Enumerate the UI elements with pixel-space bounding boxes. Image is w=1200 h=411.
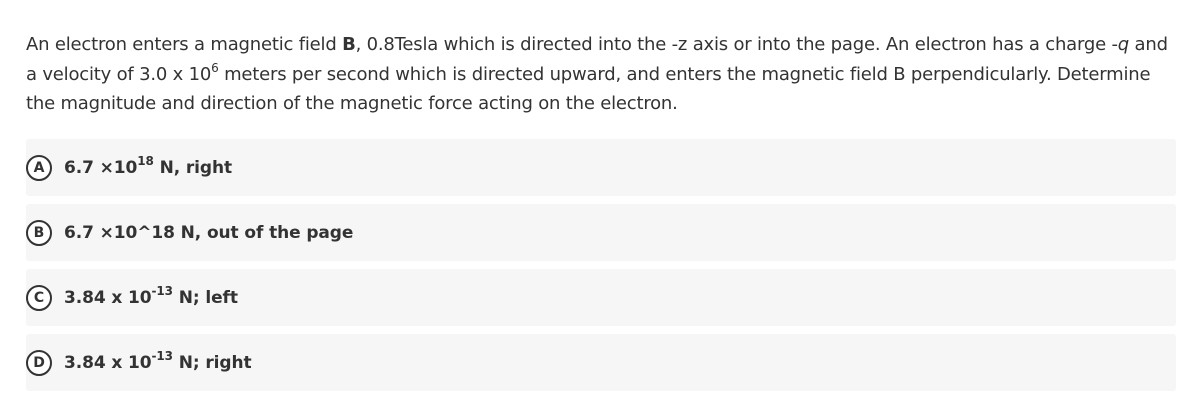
field-symbol-b: B bbox=[342, 34, 356, 55]
option-b-label bbox=[64, 223, 353, 243]
option-b-text-pre: 6.7 ×10^18 N, out of the page bbox=[64, 222, 354, 243]
option-c-letter-badge: C bbox=[26, 285, 52, 311]
option-d-exponent: -13 bbox=[151, 348, 173, 363]
option-a-label bbox=[64, 153, 232, 178]
option-d[interactable] bbox=[26, 334, 1176, 391]
option-c-text-pre: 3.84 x 10 bbox=[64, 287, 152, 308]
option-c-text-post: N; left bbox=[172, 287, 238, 308]
option-c[interactable] bbox=[26, 269, 1176, 326]
question-part-3: and a velocity of 3.0 x 10 bbox=[26, 34, 1168, 85]
option-d-text-post: N; right bbox=[172, 352, 252, 373]
option-a-text-pre: 6.7 ×10 bbox=[64, 157, 138, 178]
answer-options bbox=[26, 139, 1176, 399]
option-c-exponent: -13 bbox=[151, 283, 173, 298]
option-b-letter-badge: B bbox=[26, 220, 52, 246]
option-a[interactable] bbox=[26, 139, 1176, 196]
question-part-2: , 0.8Tesla which is directed into the -z axis or into the page. An electron has a charge - bbox=[355, 34, 1118, 55]
option-c-label bbox=[64, 283, 238, 308]
question-part-4: meters per second which is directed upward, and enters the magnetic field B perpendicularly. Determine the magnitude and direction of the magnetic force acting on the electron. bbox=[26, 63, 1151, 114]
option-a-text-post: N, right bbox=[153, 157, 232, 178]
question-text bbox=[26, 30, 1176, 119]
option-b[interactable] bbox=[26, 204, 1176, 261]
option-d-text-pre: 3.84 x 10 bbox=[64, 352, 152, 373]
velocity-exponent: 6 bbox=[211, 60, 219, 75]
option-a-exponent: 18 bbox=[137, 153, 154, 168]
charge-symbol-q: q bbox=[1117, 34, 1130, 55]
question-part-1: An electron enters a magnetic field bbox=[26, 34, 343, 55]
option-d-letter-badge: D bbox=[26, 350, 52, 376]
option-d-label bbox=[64, 348, 252, 373]
option-a-letter-badge: A bbox=[26, 155, 52, 181]
